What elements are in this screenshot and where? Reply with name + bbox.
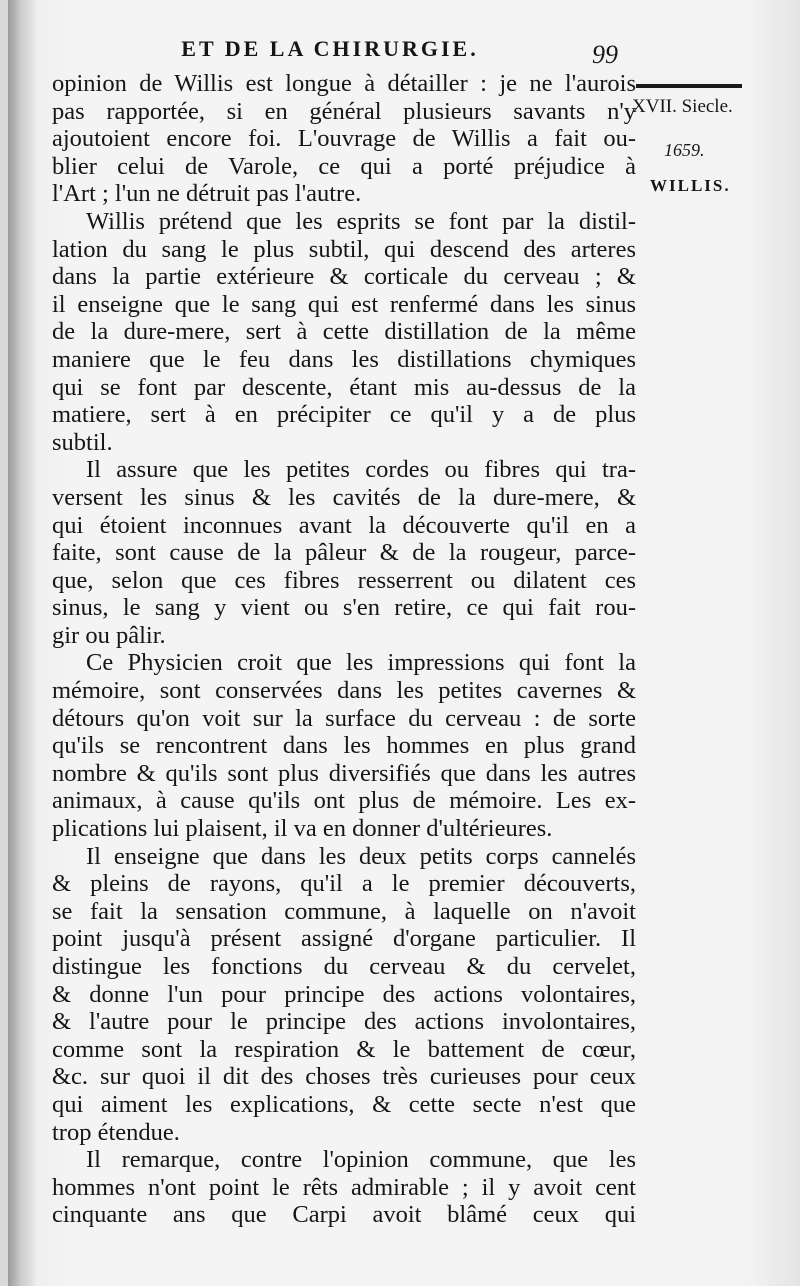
body-text xyxy=(52,70,636,1229)
text-line: trop étendue. xyxy=(52,1118,180,1146)
text-line: qu'ils se rencontrent dans les hommes en plus grand xyxy=(52,732,636,760)
margin-note-year: 1659. xyxy=(664,140,705,160)
text-line: dans la partie extérieure & corticale du cerveau ; & xyxy=(52,263,636,291)
text-line: Ce Physicien croit que les impressions qui font la xyxy=(86,649,636,677)
text-line: qui étoient inconnues avant la découverte qu'il en a xyxy=(52,511,636,539)
margin-note-century: XVII. Siecle. xyxy=(632,96,733,117)
text-line: & donne l'un pour principe des actions volontaires, xyxy=(52,980,636,1008)
text-line: comme sont la respiration & le battement de cœur, xyxy=(52,1035,636,1063)
text-line: hommes n'ont point le rêts admirable ; il y avoit cent xyxy=(52,1173,636,1201)
text-line: sinus, le sang y vient ou s'en retire, ce qui fait rou- xyxy=(52,594,636,622)
running-title: ET DE LA CHIRURGIE. xyxy=(181,36,479,61)
text-line: que, selon que ces fibres resserrent ou dilatent ces xyxy=(52,566,636,594)
text-line: lation du sang le plus subtil, qui descend des arteres xyxy=(52,235,636,263)
text-line: animaux, à cause qu'ils ont plus de mémoire. Les ex- xyxy=(52,787,636,815)
text-line: & pleins de rayons, qu'il a le premier découverts, xyxy=(52,870,636,898)
text-line: pas rapportée, si en général plusieurs savants n'y xyxy=(52,97,636,125)
text-line: point jusqu'à présent assigné d'organe particulier. Il xyxy=(52,925,636,953)
text-line: ajoutoient encore foi. L'ouvrage de Willis a fait ou- xyxy=(52,125,636,153)
page-number: 99 xyxy=(592,40,618,69)
text-line: opinion de Willis est longue à détailler : je ne l'aurois xyxy=(52,70,636,97)
text-line: mémoire, sont conservées dans les petites cavernes & xyxy=(52,677,636,705)
text-line: qui se font par descente, étant mis au-dessus de la xyxy=(52,373,636,401)
text-line: faite, sont cause de la pâleur & de la rougeur, parce- xyxy=(52,539,636,567)
text-line: distingue les fonctions du cerveau & du cervelet, xyxy=(52,953,636,980)
text-line: Willis prétend que les esprits se font par la distil- xyxy=(86,207,636,235)
text-line: & l'autre pour le principe des actions involontaires, xyxy=(52,1008,636,1036)
text-line: plications lui plaisent, il va en donner d'ultérieures. xyxy=(52,815,553,843)
margin-note-author: WILLIS. xyxy=(650,176,731,195)
text-line: Il assure que les petites cordes ou fibres qui tra- xyxy=(86,456,636,484)
text-line: se fait la sensation commune, à laquelle on n'avoit xyxy=(52,897,636,925)
text-line: matiere, sert à en précipiter ce qu'il y a de plus xyxy=(52,401,636,429)
text-line: blier celui de Varole, ce qui a porté préjudice à xyxy=(52,152,636,180)
text-line: de la dure-mere, sert à cette distillation de la même xyxy=(52,318,636,346)
text-line: maniere que le feu dans les distillations chymiques xyxy=(52,345,636,373)
margin-rule xyxy=(636,84,742,88)
text-line: cinquante ans que Carpi avoit blâmé ceux qui xyxy=(52,1201,636,1229)
text-line: &c. sur quoi il dit des choses très curieuses pour ceux xyxy=(52,1063,636,1091)
text-line: subtil. xyxy=(52,428,113,456)
text-line: gir ou pâlir. xyxy=(52,621,166,649)
text-line: il enseigne que le sang qui est renfermé dans les sinus xyxy=(52,290,636,318)
text-line: détours qu'on voit sur la surface du cerveau : de sorte xyxy=(52,704,636,732)
text-line: nombre & qu'ils sont plus diversifiés que dans les autres xyxy=(52,759,636,787)
text-line: versent les sinus & les cavités de la dure-mere, & xyxy=(52,483,636,511)
gutter-shadow xyxy=(8,0,36,1286)
text-line: Il enseigne que dans les deux petits corps cannelés xyxy=(86,842,636,870)
text-line: Il remarque, contre l'opinion commune, que les xyxy=(86,1146,636,1174)
text-line: l'Art ; l'un ne détruit pas l'autre. xyxy=(52,180,362,208)
text-line: qui aiment les explications, & cette secte n'est que xyxy=(52,1090,636,1118)
